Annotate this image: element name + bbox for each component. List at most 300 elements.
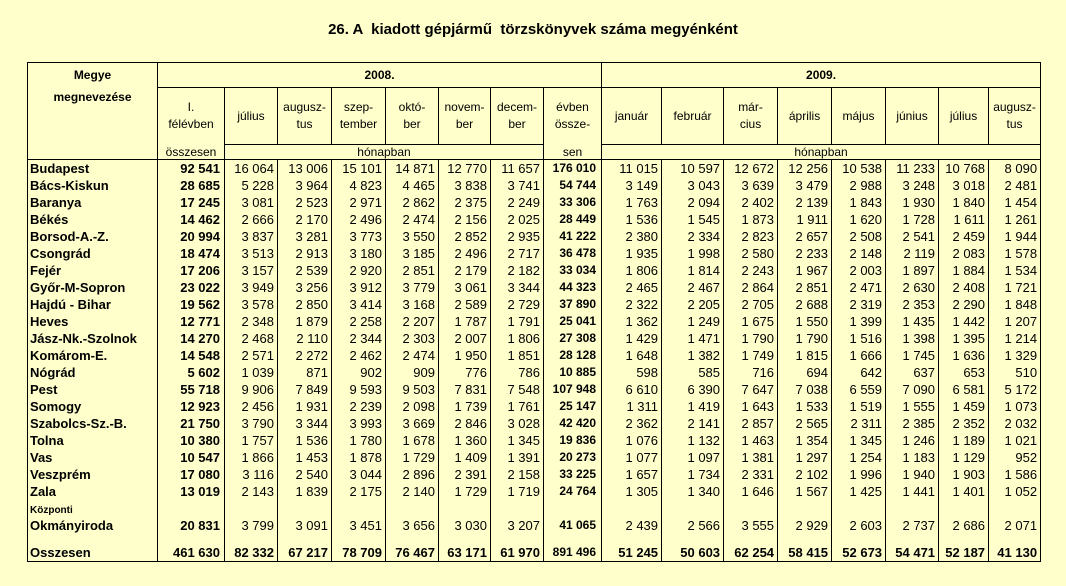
- cell-h1-total-2008: 14 270: [158, 330, 225, 347]
- cell-sep-2008: 4 823: [332, 177, 386, 194]
- cell-apr-2009: 3 479: [778, 177, 832, 194]
- county-name: Nógrád: [30, 365, 76, 380]
- cell-jul-2008: 3 081: [225, 194, 278, 211]
- county-name-prefix: Központi: [30, 505, 73, 516]
- county-name-cell: [28, 211, 158, 228]
- header-month-2009-jan: [602, 88, 662, 145]
- header-month-2009-mar: [724, 88, 778, 145]
- cell-apr-2009: 2 851: [778, 279, 832, 296]
- cell-jun-2009: 1 728: [886, 211, 939, 228]
- header-month-label: már-: [738, 100, 763, 114]
- header-month-label: októ-: [398, 100, 426, 114]
- header-month-2008-oct: [386, 88, 439, 145]
- cell-oct-2008: 2 140: [386, 483, 439, 500]
- cell-sep-2008: 78 709: [332, 534, 386, 562]
- cell-jun-2009: 2 630: [886, 279, 939, 296]
- cell-aug-2009: 1 021: [989, 432, 1041, 449]
- cell-jun-2009: 1 745: [886, 347, 939, 364]
- header-month-label: február: [673, 108, 712, 123]
- table-row: [28, 279, 1041, 296]
- cell-jan-2009: 1 536: [602, 211, 662, 228]
- cell-mar-2009: 1 463: [724, 432, 778, 449]
- cell-dec-2008: 61 970: [491, 534, 544, 562]
- cell-feb-2009: 3 043: [662, 177, 724, 194]
- cell-jul-2009: 2 686: [939, 500, 989, 534]
- header-month-label: tus: [1006, 117, 1023, 131]
- county-name-cell: [28, 245, 158, 262]
- header-h1-total-suffix: összesen: [158, 145, 225, 160]
- cell-feb-2009: 2 141: [662, 415, 724, 432]
- cell-year-total-2008: 33 225: [544, 466, 602, 483]
- cell-apr-2009: 2 657: [778, 228, 832, 245]
- cell-sep-2008: 3 912: [332, 279, 386, 296]
- cell-jul-2009: 10 768: [939, 160, 989, 178]
- cell-oct-2008: 3 550: [386, 228, 439, 245]
- header-month-2008-dec: [491, 88, 544, 145]
- cell-aug-2008: 13 006: [278, 160, 332, 178]
- table-row: [28, 466, 1041, 483]
- table-row: [28, 500, 1041, 534]
- table-row: [28, 347, 1041, 364]
- cell-feb-2009: 1 814: [662, 262, 724, 279]
- cell-aug-2008: 7 849: [278, 381, 332, 398]
- cell-h1-total-2008: 21 750: [158, 415, 225, 432]
- cell-may-2009: 1 399: [832, 313, 886, 330]
- cell-year-total-2008: 41 222: [544, 228, 602, 245]
- cell-may-2009: 1 425: [832, 483, 886, 500]
- county-name: Csongrád: [30, 246, 91, 261]
- cell-feb-2009: 1 998: [662, 245, 724, 262]
- cell-jul-2008: 3 157: [225, 262, 278, 279]
- county-name-cell: [28, 228, 158, 245]
- header-month-label: július: [237, 108, 265, 123]
- county-name-cell: [28, 500, 158, 534]
- cell-h1-total-2008: 55 718: [158, 381, 225, 398]
- header-month-2009-jun: [886, 88, 939, 145]
- cell-oct-2008: 3 185: [386, 245, 439, 262]
- header-month-label: tember: [339, 117, 378, 131]
- cell-may-2009: 642: [832, 364, 886, 381]
- cell-apr-2009: 2 102: [778, 466, 832, 483]
- cell-jan-2009: 6 610: [602, 381, 662, 398]
- county-name: Győr-M-Sopron: [30, 280, 126, 295]
- cell-h1-total-2008: 17 245: [158, 194, 225, 211]
- cell-jan-2009: 1 763: [602, 194, 662, 211]
- cell-year-total-2008: 41 065: [544, 500, 602, 534]
- cell-nov-2008: 3 838: [439, 177, 491, 194]
- header-h1-total: [158, 88, 225, 145]
- table-row: [28, 398, 1041, 415]
- cell-sep-2008: 3 993: [332, 415, 386, 432]
- cell-mar-2009: 2 864: [724, 279, 778, 296]
- cell-jan-2009: 2 362: [602, 415, 662, 432]
- table-title: 26. A kiadott gépjármű törzskönyvek száma megyénként: [328, 21, 738, 38]
- cell-apr-2009: 1 911: [778, 211, 832, 228]
- header-month-label: június: [896, 108, 928, 123]
- cell-h1-total-2008: 13 019: [158, 483, 225, 500]
- cell-oct-2008: 2 474: [386, 211, 439, 228]
- cell-jul-2008: 16 064: [225, 160, 278, 178]
- table-row: [28, 245, 1041, 262]
- cell-aug-2009: 1 207: [989, 313, 1041, 330]
- cell-jul-2008: 1 039: [225, 364, 278, 381]
- header-year-total-line2: össze-: [554, 117, 591, 132]
- table-row: [28, 364, 1041, 381]
- county-name: Szabolcs-Sz.-B.: [30, 416, 127, 431]
- cell-dec-2008: 1 851: [491, 347, 544, 364]
- county-name: Fejér: [30, 263, 62, 278]
- county-name-cell: [28, 534, 158, 562]
- cell-year-total-2008: 54 744: [544, 177, 602, 194]
- cell-feb-2009: 2 094: [662, 194, 724, 211]
- cell-h1-total-2008: 12 923: [158, 398, 225, 415]
- cell-sep-2008: 9 593: [332, 381, 386, 398]
- cell-may-2009: 2 148: [832, 245, 886, 262]
- cell-oct-2008: 76 467: [386, 534, 439, 562]
- cell-feb-2009: 585: [662, 364, 724, 381]
- cell-apr-2009: 2 929: [778, 500, 832, 534]
- cell-year-total-2008: 20 273: [544, 449, 602, 466]
- cell-sep-2008: 1 878: [332, 449, 386, 466]
- header-monthly-2008: hónapban: [225, 145, 544, 160]
- county-name-cell: [28, 177, 158, 194]
- cell-h1-total-2008: 461 630: [158, 534, 225, 562]
- cell-sep-2008: 3 180: [332, 245, 386, 262]
- cell-nov-2008: 2 852: [439, 228, 491, 245]
- header-month-label: cius: [739, 117, 762, 131]
- cell-may-2009: 1 519: [832, 398, 886, 415]
- table-row: [28, 177, 1041, 194]
- cell-aug-2009: 8 090: [989, 160, 1041, 178]
- cell-aug-2009: 1 586: [989, 466, 1041, 483]
- cell-year-total-2008: 27 308: [544, 330, 602, 347]
- cell-jun-2009: 1 246: [886, 432, 939, 449]
- cell-feb-2009: 2 467: [662, 279, 724, 296]
- header-month-label: május: [842, 108, 875, 123]
- cell-apr-2009: 12 256: [778, 160, 832, 178]
- table-row: [28, 381, 1041, 398]
- cell-mar-2009: 1 873: [724, 211, 778, 228]
- county-name: Tolna: [30, 433, 64, 448]
- cell-nov-2008: 12 770: [439, 160, 491, 178]
- header-month-2008-aug: [278, 88, 332, 145]
- county-name: Vas: [30, 450, 53, 465]
- cell-sep-2008: 2 258: [332, 313, 386, 330]
- county-name: Borsod-A.-Z.: [30, 229, 109, 244]
- county-name-cell: [28, 415, 158, 432]
- cell-jun-2009: 1 398: [886, 330, 939, 347]
- cell-jul-2008: 1 866: [225, 449, 278, 466]
- table-row: [28, 228, 1041, 245]
- cell-year-total-2008: 25 041: [544, 313, 602, 330]
- cell-jan-2009: 1 806: [602, 262, 662, 279]
- header-h1-total-line2: félévben: [168, 117, 214, 132]
- header-month-label: decem-: [496, 100, 537, 114]
- county-name: Baranya: [30, 195, 82, 210]
- cell-nov-2008: 776: [439, 364, 491, 381]
- cell-nov-2008: 63 171: [439, 534, 491, 562]
- table-row: [28, 449, 1041, 466]
- cell-year-total-2008: 19 836: [544, 432, 602, 449]
- cell-feb-2009: 6 390: [662, 381, 724, 398]
- table-header: [28, 63, 1041, 160]
- cell-aug-2009: 1 214: [989, 330, 1041, 347]
- cell-sep-2008: 2 971: [332, 194, 386, 211]
- cell-jul-2008: 1 757: [225, 432, 278, 449]
- cell-may-2009: 2 988: [832, 177, 886, 194]
- county-name: Veszprém: [30, 467, 91, 482]
- cell-h1-total-2008: 17 206: [158, 262, 225, 279]
- cell-apr-2009: 1 815: [778, 347, 832, 364]
- cell-jun-2009: 54 471: [886, 534, 939, 562]
- cell-aug-2009: 1 578: [989, 245, 1041, 262]
- cell-mar-2009: 2 243: [724, 262, 778, 279]
- cell-jul-2008: 2 456: [225, 398, 278, 415]
- cell-mar-2009: 1 675: [724, 313, 778, 330]
- cell-dec-2008: 1 391: [491, 449, 544, 466]
- cell-jul-2009: 1 401: [939, 483, 989, 500]
- cell-apr-2009: 1 790: [778, 330, 832, 347]
- cell-nov-2008: 1 360: [439, 432, 491, 449]
- header-row-columns: [28, 88, 1041, 145]
- cell-aug-2009: 2 481: [989, 177, 1041, 194]
- county-name: Budapest: [30, 161, 90, 176]
- cell-h1-total-2008: 5 602: [158, 364, 225, 381]
- cell-jul-2009: 1 884: [939, 262, 989, 279]
- cell-sep-2008: 2 239: [332, 398, 386, 415]
- cell-nov-2008: 2 589: [439, 296, 491, 313]
- cell-nov-2008: 2 179: [439, 262, 491, 279]
- cell-aug-2008: 2 850: [278, 296, 332, 313]
- cell-nov-2008: 2 391: [439, 466, 491, 483]
- cell-nov-2008: 2 156: [439, 211, 491, 228]
- header-year-total-suffix: sen: [544, 145, 602, 160]
- cell-apr-2009: 1 967: [778, 262, 832, 279]
- header-month-2009-jul: [939, 88, 989, 145]
- cell-oct-2008: 9 503: [386, 381, 439, 398]
- cell-aug-2009: 1 721: [989, 279, 1041, 296]
- cell-dec-2008: 1 345: [491, 432, 544, 449]
- cell-nov-2008: 2 496: [439, 245, 491, 262]
- county-name: Okmányiroda: [30, 518, 114, 533]
- cell-nov-2008: 7 831: [439, 381, 491, 398]
- cell-may-2009: 2 003: [832, 262, 886, 279]
- cell-jun-2009: 1 435: [886, 313, 939, 330]
- cell-jan-2009: 598: [602, 364, 662, 381]
- cell-aug-2009: 1 329: [989, 347, 1041, 364]
- header-year-2008: 2008.: [158, 63, 602, 88]
- county-name: Somogy: [30, 399, 82, 414]
- cell-nov-2008: 2 846: [439, 415, 491, 432]
- cell-year-total-2008: 28 449: [544, 211, 602, 228]
- cell-oct-2008: 14 871: [386, 160, 439, 178]
- cell-sep-2008: 3 414: [332, 296, 386, 313]
- cell-oct-2008: 4 465: [386, 177, 439, 194]
- header-month-label: ber: [508, 117, 526, 131]
- cell-aug-2009: 5 172: [989, 381, 1041, 398]
- cell-apr-2009: 2 139: [778, 194, 832, 211]
- table-body: [28, 160, 1041, 562]
- cell-h1-total-2008: 20 994: [158, 228, 225, 245]
- cell-nov-2008: 3 030: [439, 500, 491, 534]
- cell-h1-total-2008: 19 562: [158, 296, 225, 313]
- cell-may-2009: 2 471: [832, 279, 886, 296]
- table-row: [28, 160, 1041, 178]
- cell-mar-2009: 1 790: [724, 330, 778, 347]
- cell-mar-2009: 2 580: [724, 245, 778, 262]
- cell-apr-2009: 1 354: [778, 432, 832, 449]
- cell-nov-2008: 1 787: [439, 313, 491, 330]
- cell-jul-2008: 3 116: [225, 466, 278, 483]
- cell-nov-2008: 1 739: [439, 398, 491, 415]
- header-month-label: ber: [403, 117, 421, 131]
- cell-may-2009: 1 254: [832, 449, 886, 466]
- county-name: Osszesen: [30, 545, 91, 560]
- cell-oct-2008: 909: [386, 364, 439, 381]
- header-month-2008-nov: [439, 88, 491, 145]
- header-county: [28, 63, 158, 160]
- cell-year-total-2008: 107 948: [544, 381, 602, 398]
- cell-dec-2008: 2 249: [491, 194, 544, 211]
- cell-aug-2008: 1 536: [278, 432, 332, 449]
- cell-h1-total-2008: 23 022: [158, 279, 225, 296]
- cell-jun-2009: 1 441: [886, 483, 939, 500]
- cell-aug-2009: 1 073: [989, 398, 1041, 415]
- cell-jul-2008: 3 578: [225, 296, 278, 313]
- cell-jun-2009: 2 737: [886, 500, 939, 534]
- total-row: [28, 534, 1041, 562]
- cell-apr-2009: 2 565: [778, 415, 832, 432]
- cell-oct-2008: 2 896: [386, 466, 439, 483]
- cell-aug-2008: 2 913: [278, 245, 332, 262]
- cell-aug-2008: 1 453: [278, 449, 332, 466]
- header-month-2009-aug: [989, 88, 1041, 145]
- cell-jan-2009: 1 305: [602, 483, 662, 500]
- cell-jul-2008: 3 799: [225, 500, 278, 534]
- cell-h1-total-2008: 18 474: [158, 245, 225, 262]
- cell-oct-2008: 3 656: [386, 500, 439, 534]
- header-month-label: január: [614, 108, 649, 123]
- cell-mar-2009: 2 823: [724, 228, 778, 245]
- cell-may-2009: 1 996: [832, 466, 886, 483]
- cell-sep-2008: 3 451: [332, 500, 386, 534]
- cell-oct-2008: 1 678: [386, 432, 439, 449]
- table-row: [28, 330, 1041, 347]
- table-row: [28, 313, 1041, 330]
- cell-dec-2008: 7 548: [491, 381, 544, 398]
- header-month-label: tus: [296, 117, 313, 131]
- cell-sep-2008: 3 044: [332, 466, 386, 483]
- cell-h1-total-2008: 28 685: [158, 177, 225, 194]
- cell-mar-2009: 1 643: [724, 398, 778, 415]
- county-name: Pest: [30, 382, 58, 397]
- cell-jul-2008: 2 571: [225, 347, 278, 364]
- header-month-2009-apr: [778, 88, 832, 145]
- header-month-label: ber: [455, 117, 474, 131]
- cell-aug-2009: 1 944: [989, 228, 1041, 245]
- cell-jan-2009: 1 311: [602, 398, 662, 415]
- county-name: Zala: [30, 484, 57, 499]
- cell-jun-2009: 2 385: [886, 415, 939, 432]
- county-name-cell: [28, 364, 158, 381]
- cell-year-total-2008: 25 147: [544, 398, 602, 415]
- cell-may-2009: 2 603: [832, 500, 886, 534]
- county-name-cell: [28, 398, 158, 415]
- cell-may-2009: 1 620: [832, 211, 886, 228]
- cell-aug-2008: 2 523: [278, 194, 332, 211]
- cell-jun-2009: 7 090: [886, 381, 939, 398]
- cell-jul-2009: 1 459: [939, 398, 989, 415]
- county-name-cell: [28, 330, 158, 347]
- cell-oct-2008: 3 168: [386, 296, 439, 313]
- cell-nov-2008: 1 409: [439, 449, 491, 466]
- cell-mar-2009: 2 705: [724, 296, 778, 313]
- cell-dec-2008: 2 182: [491, 262, 544, 279]
- header-month-2008-jul: [225, 88, 278, 145]
- cell-aug-2008: 1 839: [278, 483, 332, 500]
- county-name-cell: [28, 160, 158, 178]
- cell-dec-2008: 3 028: [491, 415, 544, 432]
- cell-sep-2008: 3 773: [332, 228, 386, 245]
- cell-jul-2009: 2 408: [939, 279, 989, 296]
- county-name: Heves: [30, 314, 69, 329]
- county-name-cell: [28, 313, 158, 330]
- cell-feb-2009: 1 097: [662, 449, 724, 466]
- header-month-label: szep-: [343, 100, 374, 114]
- cell-feb-2009: 1 249: [662, 313, 724, 330]
- cell-feb-2009: 1 340: [662, 483, 724, 500]
- cell-h1-total-2008: 10 547: [158, 449, 225, 466]
- cell-jan-2009: 51 245: [602, 534, 662, 562]
- cell-dec-2008: 2 935: [491, 228, 544, 245]
- cell-dec-2008: 11 657: [491, 160, 544, 178]
- header-month-label: április: [788, 108, 821, 123]
- cell-may-2009: 1 666: [832, 347, 886, 364]
- cell-jun-2009: 3 248: [886, 177, 939, 194]
- cell-year-total-2008: 891 496: [544, 534, 602, 562]
- cell-feb-2009: 1 545: [662, 211, 724, 228]
- cell-jan-2009: 2 465: [602, 279, 662, 296]
- header-month-label: novem-: [444, 100, 485, 114]
- cell-may-2009: 2 311: [832, 415, 886, 432]
- county-name-cell: [28, 279, 158, 296]
- cell-dec-2008: 1 719: [491, 483, 544, 500]
- cell-feb-2009: 2 205: [662, 296, 724, 313]
- header-row-subtitles: [28, 145, 1041, 160]
- cell-aug-2008: 3 344: [278, 415, 332, 432]
- cell-jan-2009: 1 076: [602, 432, 662, 449]
- cell-aug-2008: 871: [278, 364, 332, 381]
- table-row: [28, 194, 1041, 211]
- cell-mar-2009: 1 749: [724, 347, 778, 364]
- cell-aug-2009: 1 052: [989, 483, 1041, 500]
- cell-year-total-2008: 37 890: [544, 296, 602, 313]
- cell-aug-2009: 510: [989, 364, 1041, 381]
- header-monthly-2009: hónapban: [602, 145, 1041, 160]
- cell-sep-2008: 2 920: [332, 262, 386, 279]
- county-name-cell: [28, 296, 158, 313]
- header-month-label: augusz-: [993, 100, 1036, 114]
- cell-jul-2009: 1 189: [939, 432, 989, 449]
- cell-may-2009: 2 508: [832, 228, 886, 245]
- cell-jul-2009: 1 129: [939, 449, 989, 466]
- cell-nov-2008: 1 729: [439, 483, 491, 500]
- cell-nov-2008: 1 950: [439, 347, 491, 364]
- cell-dec-2008: 2 729: [491, 296, 544, 313]
- cell-oct-2008: 3 779: [386, 279, 439, 296]
- cell-apr-2009: 1 533: [778, 398, 832, 415]
- cell-aug-2008: 3 091: [278, 500, 332, 534]
